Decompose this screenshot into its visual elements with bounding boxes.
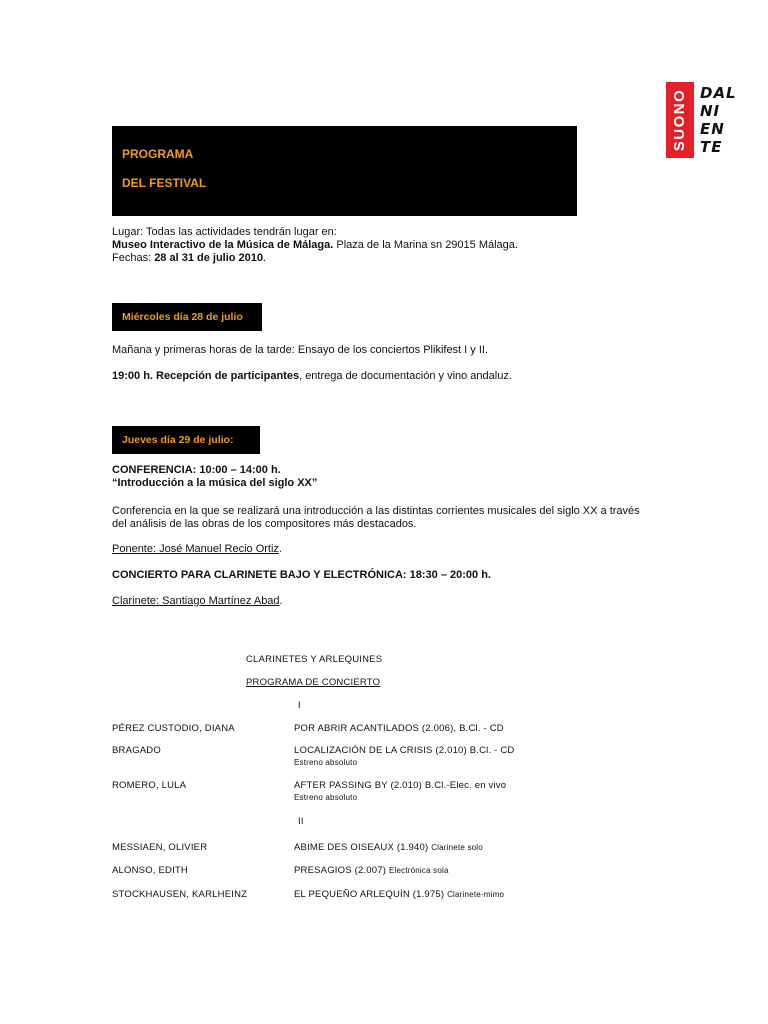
speaker-name: Ponente: José Manuel Recio Ortiz [112,543,279,555]
location-intro: Lugar: Todas las actividades tendrán lugar en: [112,226,337,238]
speaker-end: . [278,543,282,555]
logo-graphic [664,80,740,160]
work-instrumentation: Clarinete solo [431,843,483,852]
program-row-work: AFTER PASSING BY (2.010) B.Cl.-Elec. en vivo [294,780,507,791]
day-bar-thursday [112,426,260,454]
program-header-block [112,126,577,216]
conference-speaker [112,543,282,556]
clarinetist-name: Clarinete: Santiago Martínez Abad [112,595,280,607]
work-instrumentation: Electrónica sola [388,866,449,875]
work-instrumentation: Clarinete-mimo [447,890,505,899]
concert-performer [112,595,283,608]
program-row-composer: PÉREZ CUSTODIO, DIANA [112,723,235,734]
program-title: CLARINETES Y ARLEQUINES [246,654,383,665]
program-row-work [294,889,504,900]
logo-line-1: DAL [700,84,737,102]
dates-end: . [263,252,267,264]
clarinetist-end: . [279,595,283,607]
program-row-composer: ALONSO, EDITH [112,865,188,876]
program-row-composer: ROMERO, LULA [112,780,187,791]
day-label-thursday: Jueves día 29 de julio: [122,434,234,446]
program-row-note: Estreno absoluto [294,758,358,767]
venue-address: Plaza de la Marina sn 29015 Málaga. [333,239,518,251]
program-row-composer: STOCKHAUSEN, KARLHEINZ [112,889,248,900]
conference-description-2: del análisis de las obras de los compositores más destacados. [112,518,417,530]
program-row-work [294,865,449,876]
program-part-1: I [298,700,301,711]
logo-line-3: EN [700,120,725,138]
dates-label: Fechas: [112,252,155,264]
conference-title: CONFERENCIA: 10:00 – 14:00 h. [112,464,281,476]
dates-value: 28 al 31 de julio 2010 [154,252,264,264]
program-row-composer: MESSIAEN, OLIVIER [112,842,208,853]
conference-description-1: Conferencia en la que se realizará una introducción a las distintas corrientes musicales del siglo XX a través [112,505,640,517]
program-row-work: POR ABRIR ACANTILADOS (2.006), B.Cl. - CD [294,723,504,734]
festival-dates [112,252,266,265]
reception-time: 19:00 h. Recepción de participantes [112,370,300,382]
concert-title: CONCIERTO PARA CLARINETE BAJO Y ELECTRÓNICA: 18:30 – 20:00 h. [112,569,491,581]
logo-line-2: NI [700,102,721,120]
program-row-work: LOCALIZACIÓN DE LA CRISIS (2.010) B.Cl. - CD [294,745,515,756]
header-title-line-1: PROGRAMA [122,147,194,161]
program-row-work [294,842,483,853]
header-title-line-2: DEL FESTIVAL [122,176,207,190]
program-subtitle: PROGRAMA DE CONCIERTO [246,677,381,688]
conference-subtitle: “Introducción a la música del siglo XX” [112,477,318,489]
day-bar-wednesday [112,303,262,331]
program-part-2: II [298,816,304,827]
day1-rehearsal-text: Mañana y primeras horas de la tarde: Ensayo de los conciertos Plikifest I y II. [112,344,489,356]
logo-left-word: SUONO [670,88,688,152]
logo-line-4: TE [700,138,723,156]
location-venue [112,239,518,252]
work-title: PRESAGIOS (2.007) [294,865,389,876]
day-label-wednesday: Miércoles día 28 de julio [122,311,243,323]
reception-details: , entrega de documentación y vino andaluz. [299,370,512,382]
work-title: EL PEQUEÑO ARLEQUÍN (1.975) [294,889,448,900]
program-row-composer: BRAGADO [112,745,161,756]
venue-name: Museo Interactivo de la Música de Málaga. [112,239,334,251]
day1-reception [112,370,512,383]
program-row-note: Estreno absoluto [294,793,358,802]
work-title: ABIME DES OISEAUX (1.940) [294,842,432,853]
festival-logo [664,80,740,160]
